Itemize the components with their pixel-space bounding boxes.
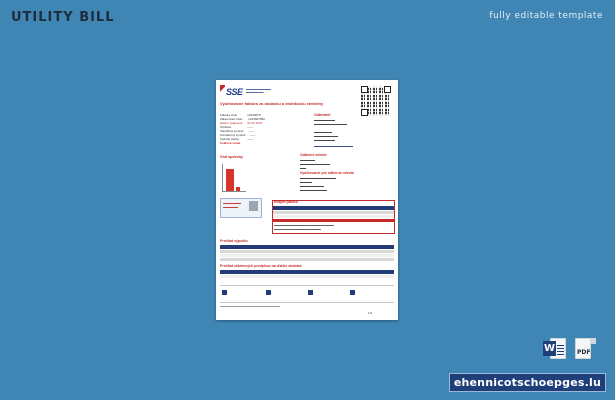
delivery-point-heading: Odberné miesto <box>300 153 327 157</box>
payment-total-row <box>273 219 394 222</box>
divider <box>220 285 394 286</box>
consumption-heading: Graf spotreby <box>220 155 243 159</box>
payment-heading: Rozpis platieb <box>274 200 298 204</box>
info-row: Faktúra číslo 12345678 <box>220 113 261 117</box>
pdf-label: PDF <box>577 349 591 356</box>
word-doc-icon[interactable] <box>543 337 567 361</box>
company-tagline-1: ▬▬▬▬▬▬▬▬▬▬ <box>246 88 271 91</box>
customer-id-line: ▬▬▬▬▬▬▬▬▬▬▬▬▬ <box>314 144 353 148</box>
customer-line: ▬▬▬▬▬▬▬▬▬▬▬ <box>314 122 347 126</box>
word-badge: W <box>543 343 556 354</box>
qr-corner-bl <box>361 109 368 116</box>
overview-row <box>220 258 394 261</box>
advance-heading: Prehľad zálohových predpisov na ďalšie obdobie <box>220 264 302 268</box>
info-row: Zákaznícke číslo 1234567890 <box>220 117 265 121</box>
footer-note: ▬▬▬▬▬▬▬▬▬▬▬▬▬▬▬▬▬▬▬▬▬▬▬▬▬ <box>220 305 280 308</box>
payment-note: ▬▬▬▬▬▬▬▬▬▬▬▬▬▬▬▬▬▬▬▬▬▬▬ <box>274 224 334 227</box>
info-row: Spôsob platby —— <box>220 137 254 141</box>
company-logo: SSE <box>226 87 243 97</box>
promo-text: ▬▬▬▬▬ <box>223 205 238 209</box>
info-row: Dátum splatnosti 01.01.2024 <box>220 121 263 125</box>
mail-icon <box>308 290 313 295</box>
page-number: 1/2 <box>368 311 373 315</box>
summary-line: ▬▬▬▬▬▬▬▬▬ <box>300 188 327 192</box>
overview-heading: Prehľad výpočtu <box>220 239 248 243</box>
office-icon <box>350 290 355 295</box>
customer-line: ▬▬▬▬▬▬▬▬ <box>314 134 338 138</box>
page-title: UTILITY BILL <box>11 10 115 25</box>
chart-axis-x <box>222 191 246 192</box>
company-tagline-2: ▬▬▬▬▬▬▬ <box>246 91 264 94</box>
overview-header-row <box>220 245 394 249</box>
overview-row <box>220 250 394 253</box>
payment-row <box>273 211 394 214</box>
phone-icon <box>222 290 227 295</box>
bill-document-preview[interactable] <box>216 80 398 320</box>
qr-corner-tr <box>384 86 391 93</box>
page-subtitle: fully editable template <box>489 11 603 21</box>
qr-corner-tl <box>361 86 368 93</box>
overview-row <box>220 254 394 257</box>
customer-line: ▬▬▬▬▬▬ <box>314 130 332 134</box>
delivery-line: ▬▬▬▬▬▬▬▬▬▬ <box>300 162 330 166</box>
info-row: Variabilný symbol —— <box>220 129 255 133</box>
info-row: Obdobie —— <box>220 125 254 129</box>
chart-axis-y <box>222 164 223 192</box>
advance-header-row <box>220 270 394 274</box>
file-format-icons <box>543 337 597 361</box>
payment-row <box>273 215 394 218</box>
summary-line: ▬▬▬▬▬▬▬▬▬▬▬▬ <box>300 176 336 180</box>
delivery-line: ▬▬ <box>300 166 306 170</box>
summary-line: ▬▬▬▬▬▬▬▬ <box>300 184 324 188</box>
chart-bar <box>226 169 234 191</box>
customer-heading: Odberateľ <box>314 113 331 117</box>
chart-bar <box>236 187 240 191</box>
summary-line: ▬▬▬▬ <box>300 180 312 184</box>
pdf-doc-icon[interactable] <box>573 337 597 361</box>
divider <box>220 302 394 303</box>
invoice-total-label: Celková suma <box>220 141 241 145</box>
promo-image-icon <box>249 201 258 211</box>
delivery-line: ▬▬▬▬▬ <box>300 158 315 162</box>
advance-row <box>220 275 394 278</box>
site-watermark: ehennicotschoepges.lu <box>449 373 606 392</box>
web-icon <box>266 290 271 295</box>
logo-mark-icon <box>220 85 225 97</box>
payment-note: ▬▬▬▬▬▬▬▬▬▬▬▬▬▬▬▬▬▬ <box>274 228 321 231</box>
customer-line: ▬▬▬▬▬▬▬ <box>314 118 335 122</box>
document-heading: Vyúčtovanie faktúra za dodávku a distribúciu elektriny <box>220 101 324 106</box>
payment-header-row <box>273 206 394 210</box>
info-row: Konštantný symbol —— <box>220 133 256 137</box>
summary-heading: Vyúčtovanie pre odberné miesto <box>300 171 354 175</box>
promo-text: ▬▬▬▬▬▬ <box>223 201 241 205</box>
customer-line: ▬▬▬▬▬▬▬ <box>314 138 335 142</box>
